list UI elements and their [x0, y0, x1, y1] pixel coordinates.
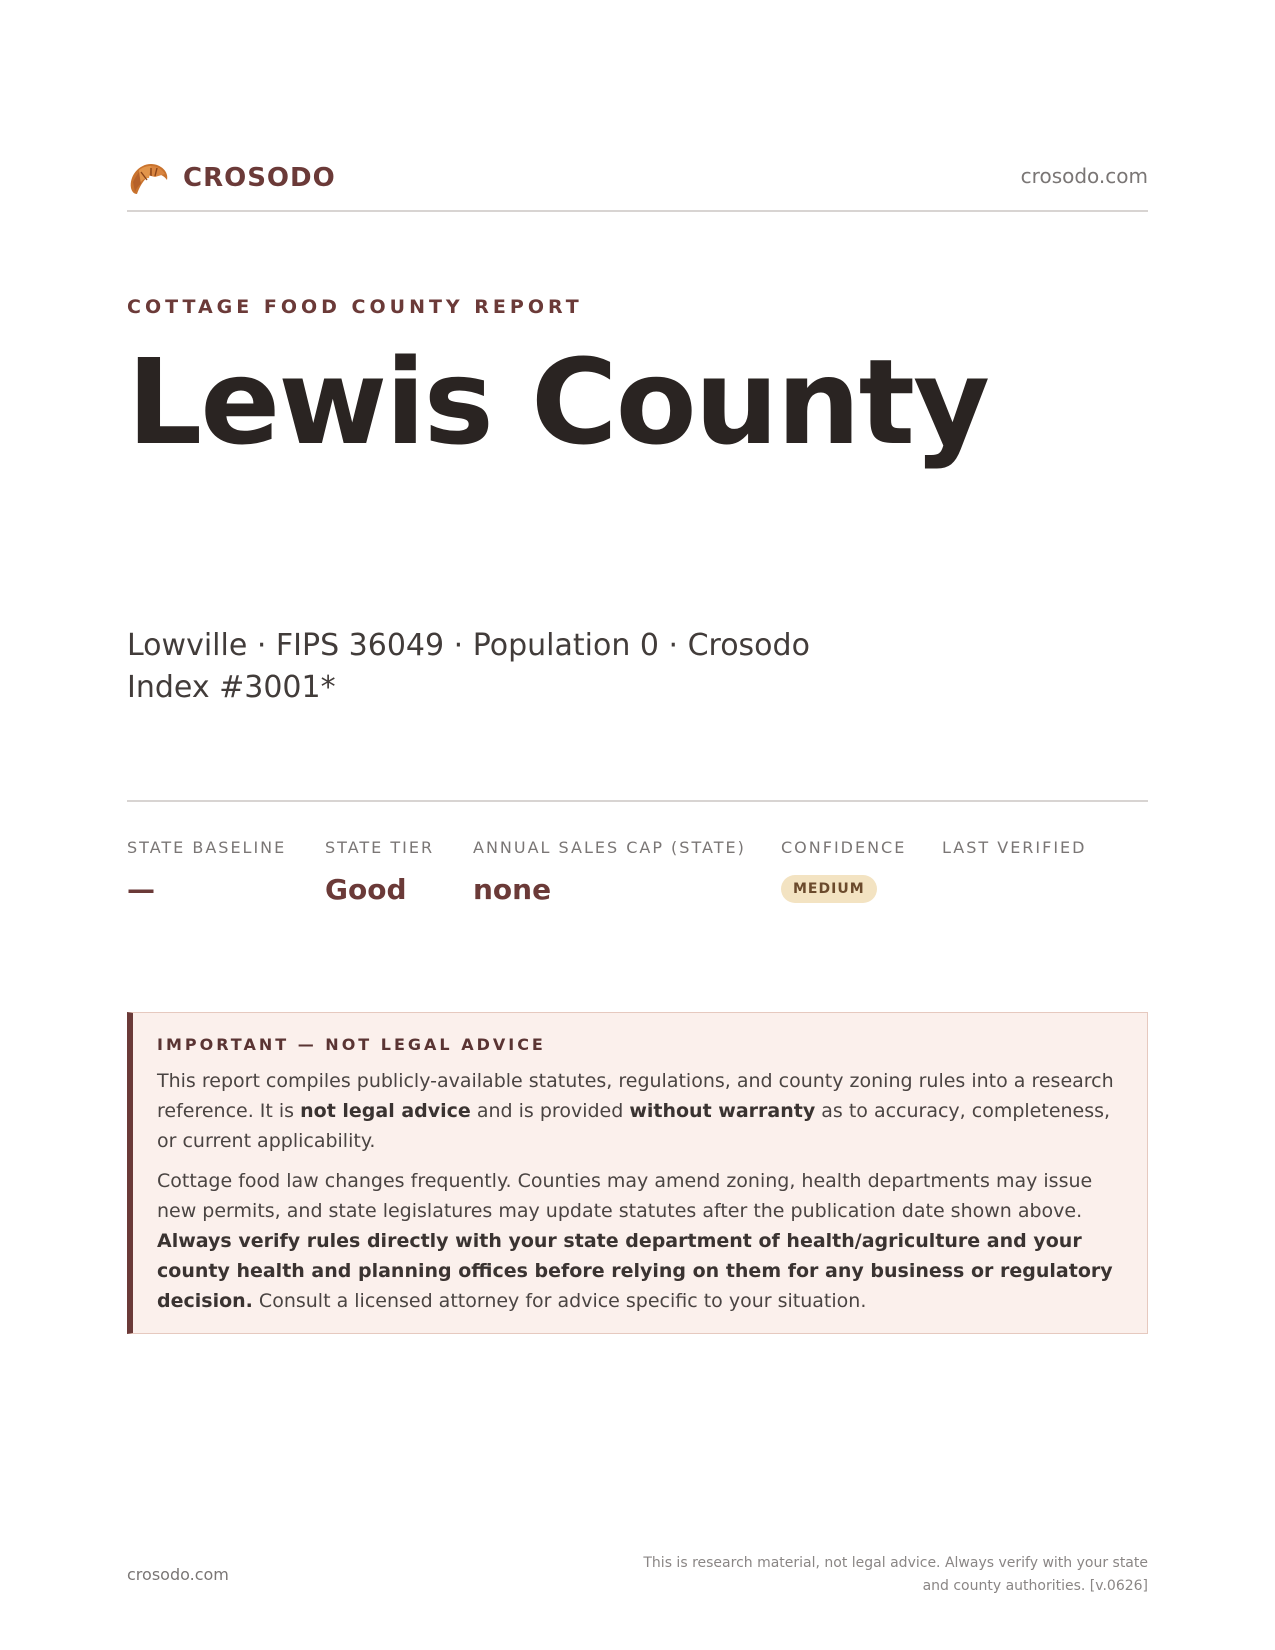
notice-text: Consult a licensed attorney for advice specific to your situation. [252, 1290, 867, 1312]
footer-disclaimer-line: This is research material, not legal advice. Always verify with your state [643, 1555, 1148, 1571]
site-link[interactable]: crosodo.com [1020, 164, 1148, 188]
notice-text: This report compiles publicly-available statutes, regulations, and county zoning rules into a research reference. It is [157, 1070, 1114, 1122]
stat-label: CONFIDENCE [781, 838, 907, 857]
stats-row [127, 800, 1148, 912]
notice-paragraph [157, 1166, 1123, 1316]
page-title: Lewis County [127, 333, 988, 471]
confidence-badge: MEDIUM [781, 875, 877, 903]
stat-value: — [127, 873, 155, 906]
footer-disclaimer-line: and county authorities. [v.0626] [922, 1578, 1148, 1594]
stat-label: ANNUAL SALES CAP (STATE) [473, 838, 746, 857]
footer-disclaimer [628, 1552, 1148, 1598]
page-header [127, 158, 1148, 212]
notice-text: as to accuracy, completeness, or current applicability. [157, 1100, 1111, 1152]
stat-label: STATE TIER [325, 838, 435, 857]
brand[interactable] [127, 158, 336, 198]
notice-text: Cottage food law changes frequently. Counties may amend zoning, health departments may issue new permits, and state legislatures may update statutes after the publication date shown above. [157, 1170, 1093, 1222]
stat-annual-sales-cap [473, 838, 746, 906]
notice-paragraph [157, 1066, 1123, 1156]
footer-site-link[interactable]: crosodo.com [127, 1565, 229, 1584]
legal-notice [127, 1012, 1148, 1334]
stat-value: none [473, 873, 552, 906]
stat-state-tier [325, 838, 434, 906]
stat-value: Good [325, 873, 407, 906]
stat-state-baseline [127, 838, 286, 906]
notice-text: and is provided [470, 1100, 630, 1122]
notice-title: IMPORTANT — NOT LEGAL ADVICE [157, 1035, 546, 1054]
stat-label: STATE BASELINE [127, 838, 287, 857]
notice-emphasis: not legal advice [300, 1100, 471, 1122]
stat-label: LAST VERIFIED [942, 838, 1087, 857]
stat-last-verified [942, 838, 1086, 873]
brand-name: CROSODO [183, 163, 336, 193]
stat-confidence [781, 838, 906, 903]
notice-emphasis: Always verify rules directly with your state department of health/agriculture and your county health and planning offices before relying on them for any business or regulatory decision. [157, 1230, 1113, 1312]
croissant-icon [127, 158, 171, 198]
report-subtitle: Lowville · FIPS 36049 · Population 0 · Crosodo Index #3001* [127, 628, 810, 705]
notice-emphasis: without warranty [629, 1100, 816, 1122]
report-page [127, 0, 1148, 1650]
report-eyebrow: COTTAGE FOOD COUNTY REPORT [127, 296, 583, 318]
